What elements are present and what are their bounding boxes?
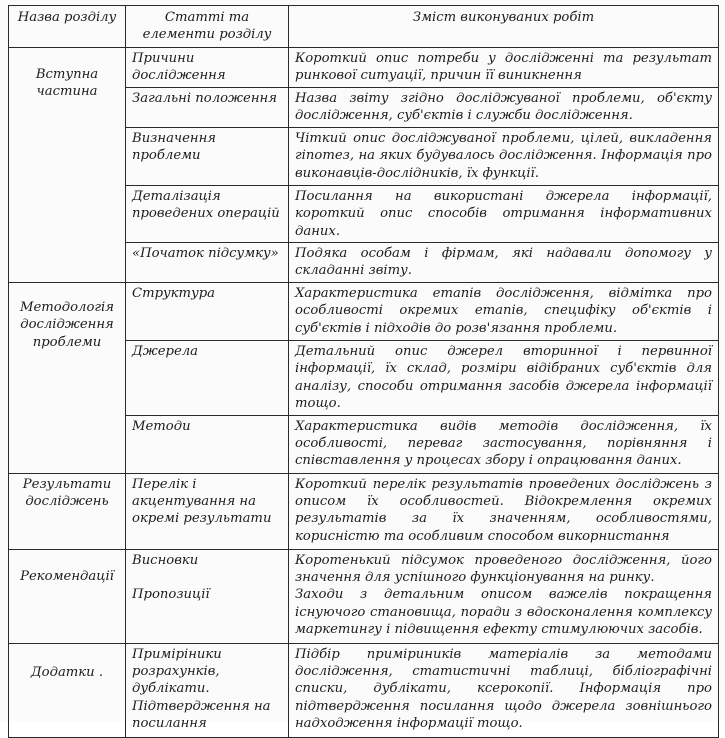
section-title: Додатки . <box>9 643 126 737</box>
section-title: Результати досліджень <box>9 473 126 549</box>
section-element: Деталізація проведених операцій <box>126 185 289 242</box>
section-title: Методологія дослідження проблеми <box>9 283 126 474</box>
section-content: Короткий перелік результатів проведених досліджень з описом їх особливостей. Відокремлення окремих результатів за їх значенням, особливостями, корисністю та особливим способом викорнистання <box>289 473 719 549</box>
section-element: Висновки <box>132 552 199 568</box>
header-section-name: Назва розділу <box>9 6 126 48</box>
section-element: Перелік і акцентування на окремі результати <box>126 473 289 549</box>
header-work-content: Зміст виконуваних робіт <box>289 6 719 48</box>
section-content: Заходи з детальним описом важелів покращення існуючого становища, поради з вдосконалення комплексу маркетингу і підвищення ефекту стимулюючих засобів. <box>295 587 712 638</box>
section-element: «Початок підсумку» <box>126 243 289 283</box>
section-content: Характеристика етапів дослідження, відмітка про особливості окремих етапів, специфіку об'єктів і суб'єктів і підходів до розв'язання проблеми. <box>289 283 719 341</box>
section-element-group <box>126 643 289 737</box>
section-content: Чіткий опис досліджуваної проблеми, цілей, викладення гіпотез, на яких будувалось дослідження. Інформація про виконавців-дослідників, їх функції. <box>289 127 719 185</box>
table-row <box>9 549 719 643</box>
section-content: Короткий опис потреби у дослідженні та результат ринкової ситуації, причин її виникнення <box>289 47 719 87</box>
report-structure-table <box>8 5 719 738</box>
section-element: Приміріники розрахунків, дублікати. <box>132 646 222 697</box>
section-element: Загальні положення <box>126 87 289 127</box>
header-section-elements: Статті та елементи розділу <box>126 6 289 48</box>
section-element: Джерела <box>126 341 289 416</box>
section-element: Причини дослідження <box>126 47 289 87</box>
table-row <box>9 47 719 87</box>
section-title: Рекомендації <box>9 549 126 643</box>
section-element: Визначення проблеми <box>126 127 289 185</box>
section-content: Коротенький підсумок проведеного дослідження, його значення для успішного функціонування на ринку. <box>295 552 712 586</box>
section-element: Пропозиції <box>132 587 210 603</box>
section-content: Підбір приміриників матеріалів за методами дослідження, статистичні таблиці, бібліографічні списки, дублікати, ксерокопії. Інформація про підтвердження посилання щодо джерела зовнішнього надходження інформації тощо. <box>289 643 719 737</box>
section-content: Характеристика видів методів дослідження, їх особливості, переваг застосування, порівняння і співставлення у процесах збору і опрацювання даних. <box>289 415 719 473</box>
section-element-group <box>126 549 289 643</box>
section-element: Підтвердження на посилання <box>132 698 271 732</box>
section-content: Детальний опис джерел вторинної і первинної інформації, їх склад, розміри відібраних суб'єктів для аналізу, способи отримання засобів джерела інформації тощо. <box>289 341 719 416</box>
table-row <box>9 473 719 549</box>
spacer <box>132 569 282 586</box>
table-row <box>9 643 719 737</box>
section-element: Методи <box>126 415 289 473</box>
section-element: Структура <box>126 283 289 341</box>
table-row <box>9 283 719 341</box>
section-content-group <box>289 549 719 643</box>
table-header <box>9 6 719 48</box>
section-content: Посилання на використані джерела інформації, короткий опис способів отримання інформативних даних. <box>289 185 719 242</box>
section-content: Подяка особам і фірмам, які надавали допомогу у складанні звіту. <box>289 243 719 283</box>
section-title: Вступна частина <box>9 47 126 282</box>
section-content: Назва звіту згідно досліджуваної проблеми, об'єкту дослідження, суб'єктів і служби дослідження. <box>289 87 719 127</box>
